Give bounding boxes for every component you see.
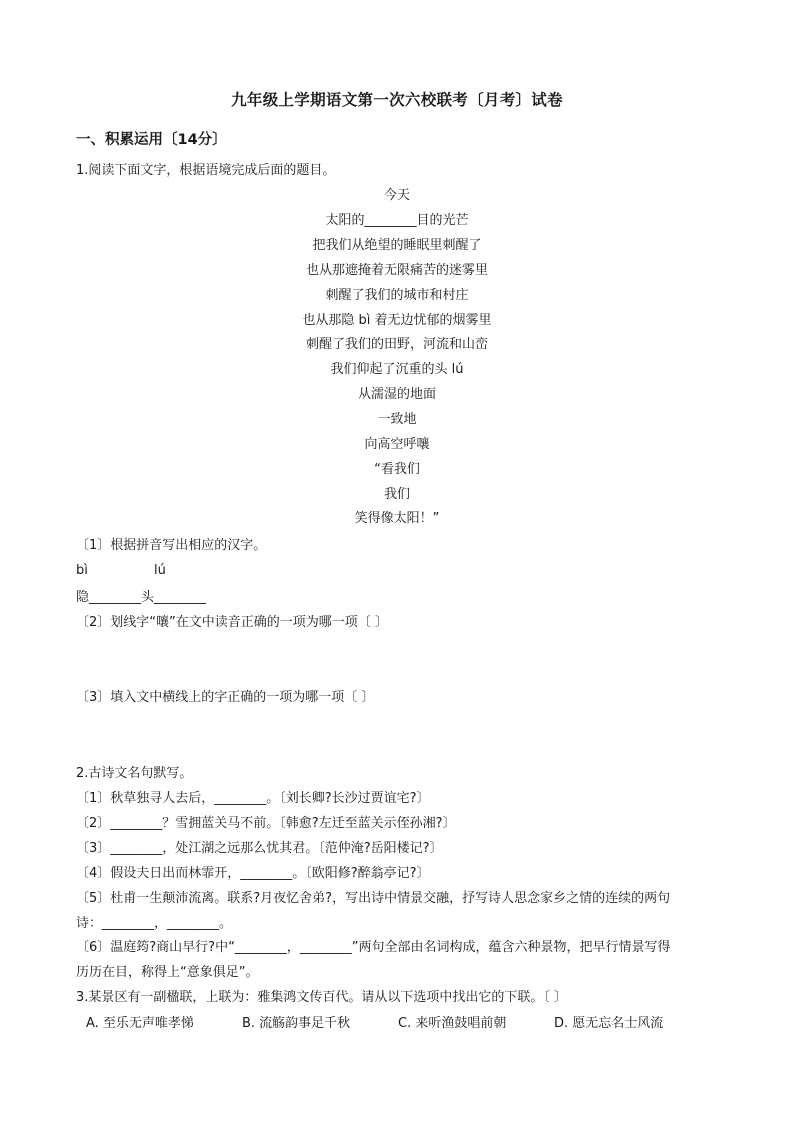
question-2-item: 历历在目，称得上“意象俱足”。 <box>76 965 259 980</box>
question-3-intro: 3.某景区有一副楹联，上联为：雅集鸿文传百代。请从以下选项中找出它的下联。〔 〕 <box>76 990 568 1005</box>
poem-line: 也从那遮掩着无限痛苦的迷雾里 <box>305 263 488 278</box>
question-1-sub-3: 〔3〕填入文中横线上的字正确的一项为哪一项〔 〕 <box>76 690 375 705</box>
question-2-item: 〔2〕________？雪拥蓝关马不前。〔韩愈?左迁至蓝关示侄孙湘?〕 <box>76 816 456 831</box>
poem-line: 今天 <box>383 188 410 203</box>
question-2-intro: 2.古诗文名句默写。 <box>76 766 193 781</box>
page-title: 九年级上学期语文第一次六校联考〔月考〕试卷 <box>231 91 563 109</box>
section-heading: 一、积累运用〔14分〕 <box>76 132 227 148</box>
question-2-item: 〔4〕假设夫日出而林霏开，________。〔欧阳修?醉翁亭记?〕 <box>76 866 430 881</box>
option-c: C. 来听渔鼓唱前朝 <box>398 1016 507 1031</box>
question-2-item: 〔3〕________，处江湖之远那么忧其君。〔范仲淹?岳阳楼记?〕 <box>76 841 443 856</box>
poem-line: 太阳的________目的光芒 <box>325 213 469 228</box>
question-1-sub-2: 〔2〕划线字“嚷”在文中读音正确的一项为哪一项〔 〕 <box>76 615 388 630</box>
question-2-item: 〔5〕杜甫一生颠沛流离。联系?月夜忆舍弟?，写出诗中情景交融，抒写诗人思念家乡之情的连续的两句 <box>76 891 671 906</box>
option-d: D. 愿无忘名士风流 <box>554 1016 664 1031</box>
pinyin-line: bì lú <box>76 563 166 578</box>
poem-line: 我们仰起了沉重的头 lú <box>330 362 464 377</box>
option-b: B. 流觞韵事足千秋 <box>242 1016 351 1031</box>
question-1-sub-1: 〔1〕根据拼音写出相应的汉字。 <box>76 538 267 553</box>
question-2-item: 〔6〕温庭筠?商山早行?中“________，________”两句全部由名词构成，蕴含六种景物，把早行情景写得 <box>76 940 671 955</box>
option-a: A. 至乐无声唯孝悌 <box>86 1016 194 1031</box>
poem-line: 把我们从绝望的睡眠里刺醒了 <box>312 238 482 253</box>
question-2-item: 诗：________，________。 <box>76 916 233 931</box>
poem-line: 刺醒了我们的田野，河流和山峦 <box>305 337 488 352</box>
blank-line: 隐________头________ <box>76 590 207 605</box>
poem-line: 刺醒了我们的城市和村庄 <box>325 288 469 303</box>
question-1-intro: 1.阅读下面文字，根据语境完成后面的题目。 <box>76 163 336 178</box>
question-2-item: 〔1〕秋草独寻人去后，________。〔刘长卿?长沙过贾谊宅?〕 <box>76 791 430 806</box>
poem-line: 向高空呼嚷 <box>364 437 430 452</box>
poem-line: 也从那隐 bì 着无边忧郁的烟雾里 <box>302 313 492 328</box>
poem-line: 我们 <box>383 487 410 502</box>
poem-line: 从濡湿的地面 <box>357 387 436 402</box>
poem-line: “看我们 <box>374 462 420 477</box>
poem-line: 笑得像太阳！” <box>354 511 440 526</box>
poem-line: 一致地 <box>377 412 417 427</box>
